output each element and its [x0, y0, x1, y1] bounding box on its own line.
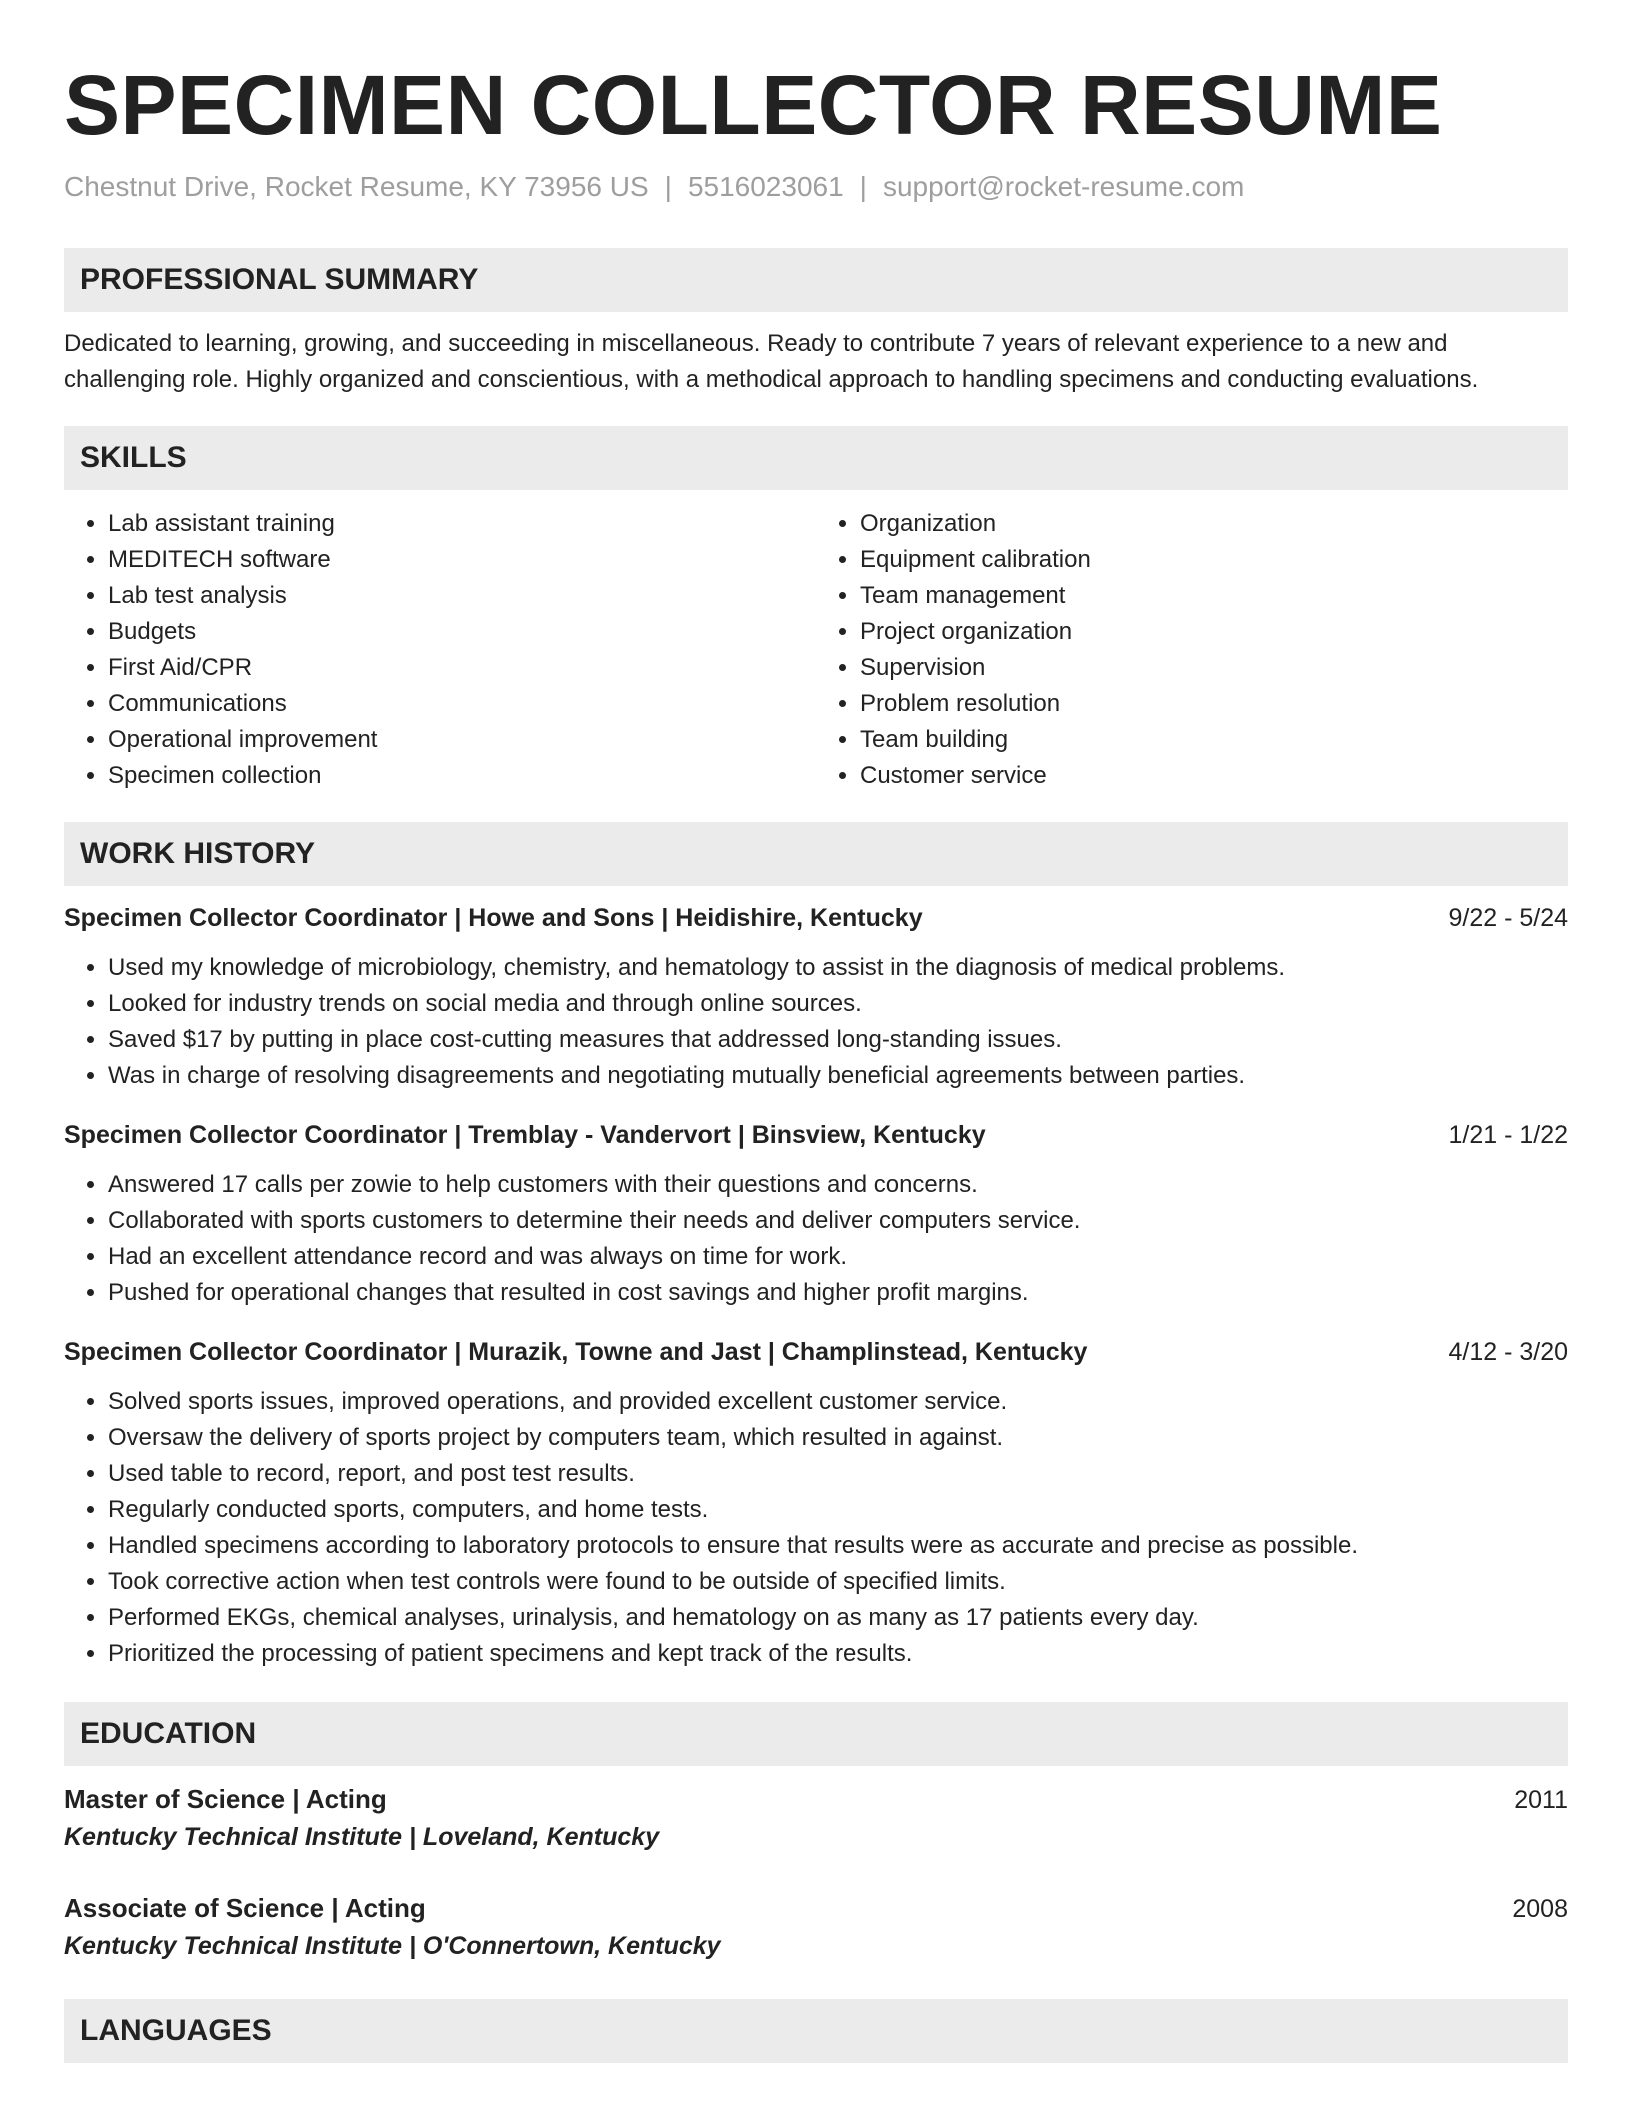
- skill-item: • Equipment calibration: [860, 542, 1568, 578]
- education-entry: [64, 1889, 1568, 1965]
- job-title: Specimen Collector Coordinator | Tremblay - Vandervort | Binsview, Kentucky: [64, 1121, 986, 1149]
- skill-item: • Team building: [860, 722, 1568, 758]
- job-bullet: • Prioritized the processing of patient specimens and kept track of the results.: [108, 1636, 1568, 1672]
- job-bullet: • Collaborated with sports customers to determine their needs and deliver computers service.: [108, 1203, 1568, 1239]
- job-entry: [64, 900, 1568, 1094]
- job-bullet: • Handled specimens according to laboratory protocols to ensure that results were as accurate and precise as possible.: [108, 1528, 1568, 1564]
- skill-item: • Team management: [860, 578, 1568, 614]
- job-header: [64, 1117, 1568, 1153]
- education-heading: EDUCATION: [64, 1702, 1568, 1766]
- work-history-heading: WORK HISTORY: [64, 822, 1568, 886]
- job-dates: 4/12 - 3/20: [1448, 1338, 1568, 1366]
- education-header: [64, 1780, 1568, 1818]
- summary-text: Dedicated to learning, growing, and succeeding in miscellaneous. Ready to contribute 7 years of relevant experience to a new and challenging role. Highly organized and conscientious, with a methodical approach to handling specimens and conducting evaluations.: [64, 330, 1479, 393]
- job-bullet: • Saved $17 by putting in place cost-cutting measures that addressed long-standing issues.: [108, 1022, 1568, 1058]
- education-year: 2008: [1512, 1895, 1568, 1923]
- job-bullet: • Performed EKGs, chemical analyses, urinalysis, and hematology on as many as 17 patients every day.: [108, 1600, 1568, 1636]
- job-bullets: [64, 1167, 1568, 1311]
- job-bullet: • Oversaw the delivery of sports project by computers team, which resulted in against.: [108, 1420, 1568, 1456]
- contact-email: support@rocket-resume.com: [882, 171, 1245, 202]
- job-bullet: • Regularly conducted sports, computers, and home tests.: [108, 1492, 1568, 1528]
- contact-phone: 5516023061: [687, 171, 844, 202]
- skill-item: • Organization: [860, 506, 1568, 542]
- job-bullet: • Solved sports issues, improved operations, and provided excellent customer service.: [108, 1384, 1568, 1420]
- contact-address: Chestnut Drive, Rocket Resume, KY 73956 US: [64, 171, 649, 202]
- job-bullet: • Used my knowledge of microbiology, chemistry, and hematology to assist in the diagnosis of medical problems.: [108, 950, 1568, 986]
- summary-heading: PROFESSIONAL SUMMARY: [64, 248, 1568, 312]
- languages-heading: LANGUAGES: [64, 1999, 1568, 2063]
- skills-heading: SKILLS: [64, 426, 1568, 490]
- degree-title: Master of Science | Acting: [64, 1784, 387, 1814]
- skills-column-right: [816, 506, 1568, 794]
- job-header: [64, 1334, 1568, 1370]
- education-entry: [64, 1780, 1568, 1856]
- skill-item: • Lab assistant training: [108, 506, 816, 542]
- skill-item: • Specimen collection: [108, 758, 816, 794]
- job-bullet: • Had an excellent attendance record and was always on time for work.: [108, 1239, 1568, 1275]
- job-dates: 9/22 - 5/24: [1448, 904, 1568, 932]
- skill-item: • MEDITECH software: [108, 542, 816, 578]
- skill-item: • First Aid/CPR: [108, 650, 816, 686]
- contact-separator: |: [859, 171, 867, 202]
- degree-title: Associate of Science | Acting: [64, 1893, 426, 1923]
- skill-item: • Lab test analysis: [108, 578, 816, 614]
- skill-item: • Problem resolution: [860, 686, 1568, 722]
- skill-item: • Project organization: [860, 614, 1568, 650]
- job-entry: [64, 1117, 1568, 1311]
- education-year: 2011: [1514, 1786, 1568, 1814]
- skill-item: • Supervision: [860, 650, 1568, 686]
- skill-item: • Budgets: [108, 614, 816, 650]
- job-bullet: • Took corrective action when test controls were found to be outside of specified limits.: [108, 1564, 1568, 1600]
- job-bullet: • Answered 17 calls per zowie to help customers with their questions and concerns.: [108, 1167, 1568, 1203]
- job-header: [64, 900, 1568, 936]
- contact-line: [64, 170, 1568, 204]
- skill-item: • Operational improvement: [108, 722, 816, 758]
- job-bullets: [64, 1384, 1568, 1672]
- job-bullet: • Looked for industry trends on social media and through online sources.: [108, 986, 1568, 1022]
- resume-title: SPECIMEN COLLECTOR RESUME: [64, 58, 1443, 152]
- skills-list: [64, 506, 1568, 794]
- contact-separator: |: [664, 171, 672, 202]
- job-bullet: • Used table to record, report, and post test results.: [108, 1456, 1568, 1492]
- school-name: Kentucky Technical Institute | O'Connertown, Kentucky: [64, 1932, 721, 1960]
- job-bullets: [64, 950, 1568, 1094]
- job-bullet: • Was in charge of resolving disagreements and negotiating mutually beneficial agreements between parties.: [108, 1058, 1568, 1094]
- job-dates: 1/21 - 1/22: [1448, 1121, 1568, 1149]
- school-name: Kentucky Technical Institute | Loveland, Kentucky: [64, 1823, 660, 1851]
- job-title: Specimen Collector Coordinator | Howe and Sons | Heidishire, Kentucky: [64, 904, 923, 932]
- education-header: [64, 1889, 1568, 1927]
- skill-item: • Customer service: [860, 758, 1568, 794]
- job-entry: [64, 1334, 1568, 1672]
- skills-column-left: [64, 506, 816, 794]
- job-title: Specimen Collector Coordinator | Murazik, Towne and Jast | Champlinstead, Kentucky: [64, 1338, 1088, 1366]
- job-bullet: • Pushed for operational changes that resulted in cost savings and higher profit margins.: [108, 1275, 1568, 1311]
- skill-item: • Communications: [108, 686, 816, 722]
